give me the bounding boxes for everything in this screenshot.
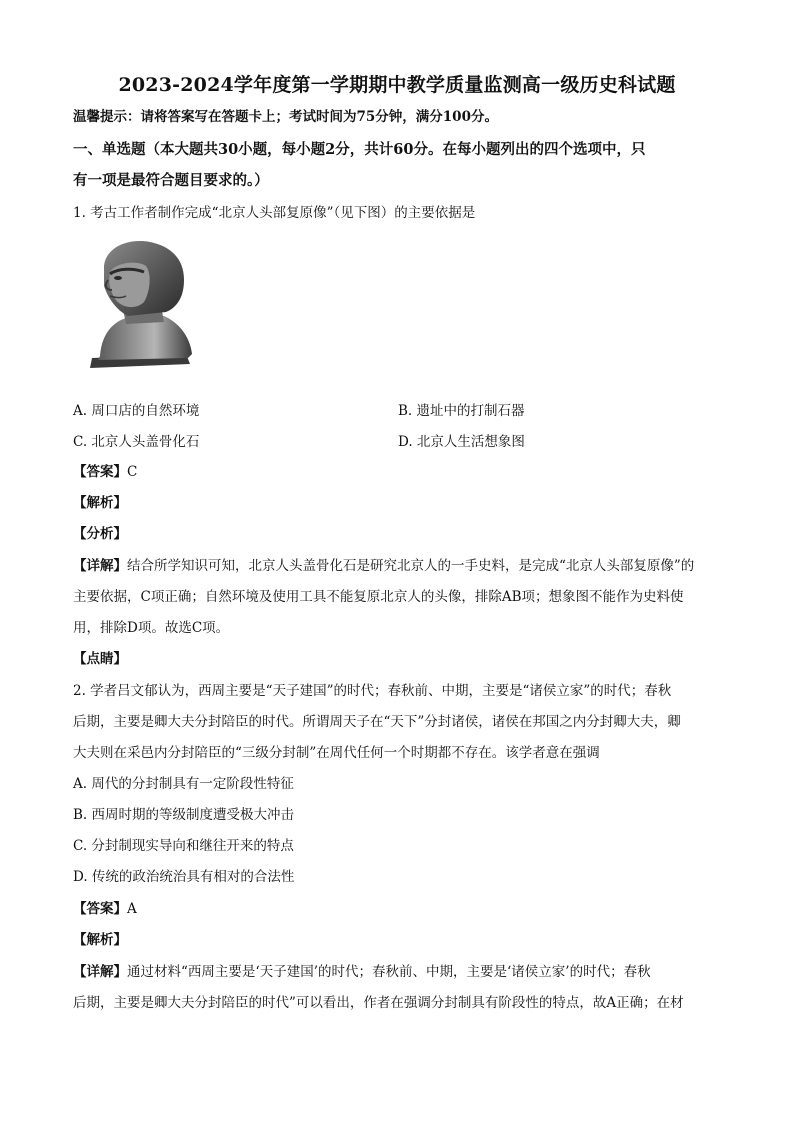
answer-value: C xyxy=(127,464,138,480)
peking-man-bust-image xyxy=(86,236,198,372)
detail-text: 通过材料“西周主要是‘天子建国’的时代；春秋前、中期，主要是‘诸侯立家’的时代；春秋 xyxy=(127,964,651,980)
q1-analysis-tag: 【解析】 xyxy=(73,495,127,511)
q2-detail-line2: 后期，主要是卿大夫分封陪臣的时代”可以看出，作者在强调分封制具有阶段性的特点，故A正确；在材 xyxy=(73,995,684,1011)
q2-detail-line1 xyxy=(73,962,723,982)
exam-title: 2023-2024学年度第一学期期中教学质量监测高一级历史科试题 xyxy=(118,74,676,96)
answer-tag: 【答案】 xyxy=(73,464,127,480)
q1-detail-line2: 主要依据，C项正确；自然环境及使用工具不能复原北京人的头像，排除AB项；想象图不能作为史料使 xyxy=(73,589,684,605)
section-header-line1: 一、单选题（本大题共30小题，每小题2分，共计60分。在每小题列出的四个选项中，只 xyxy=(73,141,646,158)
q1-detail-line3: 用，排除D项。故选C项。 xyxy=(73,620,230,636)
answer-tag: 【答案】 xyxy=(73,901,127,917)
q2-option-a: A. 周代的分封制具有一定阶段性特征 xyxy=(73,776,294,792)
detail-tag: 【详解】 xyxy=(73,964,127,980)
q2-analysis-tag: 【解析】 xyxy=(73,932,127,948)
answer-value: A xyxy=(127,901,137,917)
q1-fenxi-tag: 【分析】 xyxy=(73,526,127,542)
q1-option-d: D. 北京人生活想象图 xyxy=(398,434,525,450)
q2-option-b: B. 西周时期的等级制度遭受极大冲击 xyxy=(73,807,295,823)
q1-dianjing-tag: 【点睛】 xyxy=(73,651,127,667)
q2-answer xyxy=(73,899,723,919)
q1-option-c: C. 北京人头盖骨化石 xyxy=(73,434,200,450)
detail-tag: 【详解】 xyxy=(73,558,127,574)
section-header-line2: 有一项是最符合题目要求的。） xyxy=(73,172,269,189)
q1-stem: 1. 考古工作者制作完成“北京人头部复原像”（见下图）的主要依据是 xyxy=(73,205,476,221)
q2-stem-line1: 2. 学者吕文郁认为，西周主要是“天子建国”的时代；春秋前、中期，主要是“诸侯立家”的时代；春秋 xyxy=(73,683,672,699)
q2-stem-line3: 大夫则在采邑内分封陪臣的“三级分封制”在周代任何一个时期都不存在。该学者意在强调 xyxy=(73,745,600,761)
q1-detail-line1 xyxy=(73,556,723,576)
detail-text: 结合所学知识可知，北京人头盖骨化石是研究北京人的一手史料，是完成“北京人头部复原像”的 xyxy=(127,558,695,574)
q1-answer xyxy=(73,462,723,482)
q1-option-a: A. 周口店的自然环境 xyxy=(73,403,200,419)
exam-tip: 温馨提示：请将答案写在答题卡上；考试时间为75分钟，满分100分。 xyxy=(73,109,498,125)
q1-option-b: B. 遗址中的打制石器 xyxy=(398,403,525,419)
q2-stem-line2: 后期，主要是卿大夫分封陪臣的时代。所谓周天子在“天下”分封诸侯，诸侯在邦国之内分封卿大夫，卿 xyxy=(73,714,681,730)
q2-option-d: D. 传统的政治统治具有相对的合法性 xyxy=(73,869,295,885)
q2-option-c: C. 分封制现实导向和继往开来的特点 xyxy=(73,838,294,854)
